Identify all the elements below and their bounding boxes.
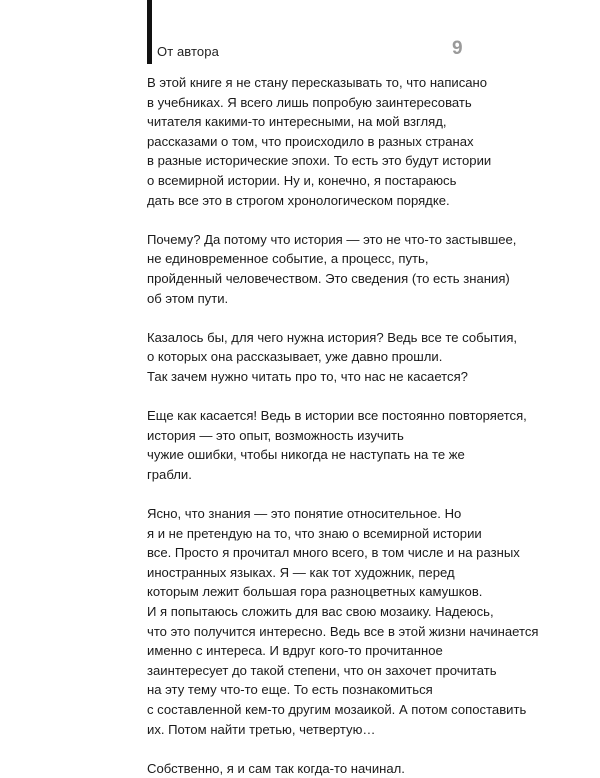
header-rule bbox=[147, 0, 152, 64]
text-line: чужие ошибки, чтобы никогда не наступать на те же bbox=[147, 447, 465, 463]
text-line: Почему? Да потому что история — это не что-то застывшее, bbox=[147, 231, 517, 247]
text-line: заинтересует до такой степени, что он захочет прочитать bbox=[147, 662, 497, 678]
text-line: история — это опыт, возможность изучить bbox=[147, 427, 404, 443]
page-number: 9 bbox=[452, 38, 463, 59]
text-line: о которых она рассказывает, уже давно прошли. bbox=[147, 349, 443, 365]
text-line: И я попытаюсь сложить для вас свою мозаику. Надеюсь, bbox=[147, 604, 494, 620]
text-line: все. Просто я прочитал много всего, в том числе и на разных bbox=[147, 545, 520, 561]
body-text bbox=[147, 73, 539, 778]
text-line: их. Потом найти третью, четвертую… bbox=[147, 721, 376, 737]
text-line: я и не претендую на то, что знаю о всемирной истории bbox=[147, 525, 482, 541]
text-line: пройденный человечеством. Это сведения (то есть знания) bbox=[147, 270, 510, 286]
text-line: иностранных языках. Я — как тот художник, перед bbox=[147, 564, 455, 580]
text-line: Собственно, я и сам так когда-то начинал. bbox=[147, 760, 405, 776]
paragraph bbox=[147, 504, 539, 739]
text-line: Так зачем нужно читать про то, что нас не касается? bbox=[147, 368, 468, 384]
text-line: о всемирной истории. Ну и, конечно, я постараюсь bbox=[147, 172, 457, 188]
running-head: От автора bbox=[157, 44, 219, 59]
paragraph bbox=[147, 406, 527, 484]
text-line: на эту тему что-то еще. То есть познакомиться bbox=[147, 682, 433, 698]
paragraph bbox=[147, 328, 518, 387]
text-line: читателя какими-то интересными, на мой взгляд, bbox=[147, 114, 447, 130]
text-line: об этом пути. bbox=[147, 290, 229, 306]
text-line: с составленной кем-то другим мозаикой. А потом сопоставить bbox=[147, 702, 527, 717]
paragraph bbox=[147, 759, 457, 778]
text-line: в учебниках. Я всего лишь попробую заинтересовать bbox=[147, 94, 472, 110]
text-line: грабли. bbox=[147, 466, 192, 482]
text-line: дать все это в строгом хронологическом порядке. bbox=[147, 192, 450, 208]
text-line: в разные исторические эпохи. То есть это будут истории bbox=[147, 153, 492, 169]
paragraph bbox=[147, 230, 517, 308]
text-line: не единовременное событие, а процесс, путь, bbox=[147, 251, 429, 267]
text-line: В этой книге я не стану пересказывать то, что написано bbox=[147, 75, 488, 90]
text-line: Казалось бы, для чего нужна история? Ведь все те события, bbox=[147, 329, 518, 345]
text-line: Еще как касается! Ведь в истории все постоянно повторяется, bbox=[147, 408, 527, 424]
text-line: рассказами о том, что происходило в разных странах bbox=[147, 133, 474, 149]
text-line: которым лежит большая гора разноцветных камушков. bbox=[147, 584, 483, 600]
paragraph bbox=[147, 73, 492, 210]
text-line: именно с интереса. И вдруг кого-то прочитанное bbox=[147, 643, 443, 659]
text-line: Ясно, что знания — это понятие относительное. Но bbox=[147, 506, 462, 522]
text-line: что это получится интересно. Ведь все в этой жизни начинается bbox=[147, 623, 539, 639]
